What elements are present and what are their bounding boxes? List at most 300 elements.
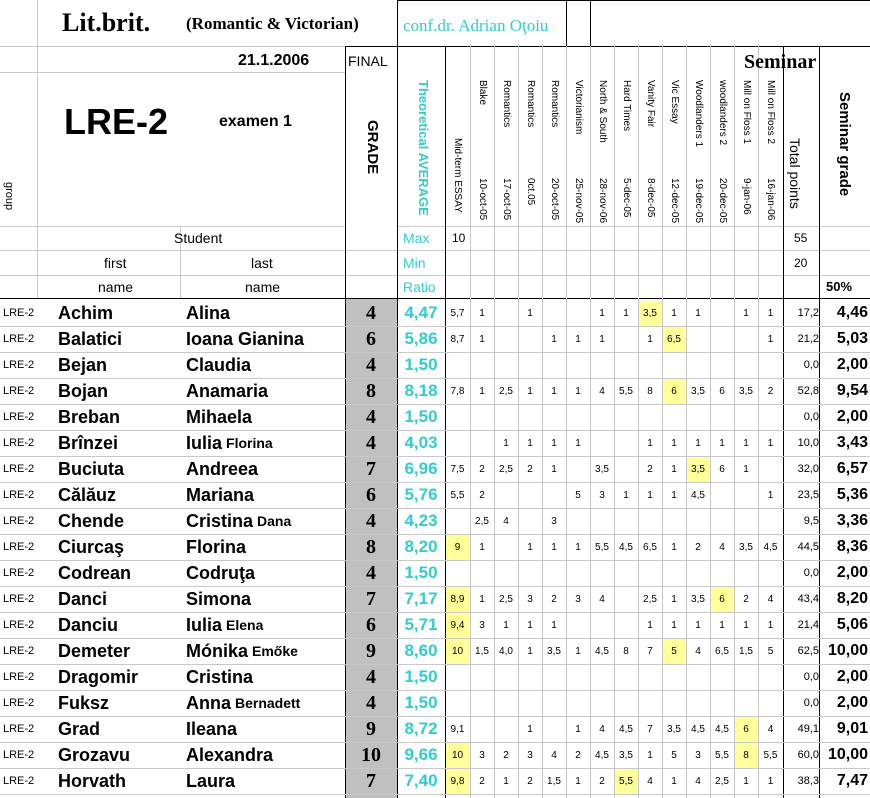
score-cell: 6	[719, 463, 725, 475]
score-cell: 2	[479, 489, 485, 501]
column-date: 20-oct-05	[549, 178, 560, 221]
column-title: woodlanders 2	[717, 80, 728, 146]
total-points-header: Total points	[787, 138, 803, 209]
total-points-cell: 32,0	[797, 463, 819, 475]
first-name-cell: Buciuta	[58, 458, 125, 479]
last-name-cell: Alina	[186, 302, 231, 323]
total-points-cell: 17,2	[797, 307, 819, 319]
score-cell	[662, 664, 686, 690]
score-cell	[734, 508, 758, 534]
score-cell: 1	[479, 333, 485, 345]
score-cell	[614, 612, 638, 638]
first-name-cell: Călăuz	[58, 484, 117, 505]
theoretical-average-cell: 8,60	[404, 641, 438, 660]
score-cell: 1	[575, 385, 581, 397]
score-cell: 2,5	[499, 463, 513, 475]
score-cell	[445, 404, 470, 430]
score-cell: 1	[743, 307, 749, 319]
group-code-title: LRE-2	[64, 101, 169, 142]
score-cell: 2	[767, 385, 774, 397]
column-date: 28-nov-06	[597, 178, 608, 224]
score-cell	[590, 430, 614, 456]
group-cell: LRE-2	[3, 749, 35, 761]
last-name-cell: Iulia Elena	[186, 614, 264, 635]
score-cell	[734, 482, 758, 508]
score-cell	[662, 690, 686, 716]
score-cell	[590, 560, 614, 586]
max-total-value: 55	[794, 231, 808, 245]
score-cell	[518, 508, 542, 534]
grade-cell: 9	[366, 639, 376, 662]
score-cell	[590, 690, 614, 716]
column-date: 0ct.05	[525, 178, 536, 206]
score-cell: 9,4	[450, 619, 465, 631]
group-cell: LRE-2	[3, 567, 35, 579]
seminar-grade-cell: 5,06	[836, 616, 868, 633]
score-cell: 1	[671, 437, 677, 449]
grade-cell: 4	[366, 691, 376, 714]
theoretical-average-cell: 8,20	[404, 537, 438, 556]
score-cell	[542, 560, 566, 586]
score-cell	[590, 612, 614, 638]
ratio-label: Ratio	[403, 279, 436, 295]
score-cell: 2	[743, 593, 749, 605]
last-name-extra: Bernadett	[235, 695, 301, 711]
first-name-cell: Achim	[58, 302, 114, 323]
grade-cell: 8	[366, 535, 376, 558]
score-cell: 2	[695, 541, 701, 553]
group-cell: LRE-2	[3, 359, 35, 371]
first-name-cell: Fuksz	[58, 692, 110, 713]
column-title: Romantics	[501, 80, 512, 128]
score-cell: 1	[551, 541, 557, 553]
score-cell: 1	[503, 437, 509, 449]
total-points-cell: 49,1	[797, 723, 819, 735]
grade-cell: 7	[366, 587, 376, 610]
group-cell: LRE-2	[3, 489, 35, 501]
score-cell: 3,5	[691, 385, 705, 397]
score-cell	[614, 690, 638, 716]
column-title: Vic Essay	[669, 80, 680, 124]
score-cell	[638, 404, 662, 430]
total-points-cell: 0,0	[803, 697, 819, 709]
grade-cell: 4	[366, 353, 376, 376]
score-cell	[542, 716, 566, 742]
total-points-cell: 0,0	[803, 567, 819, 579]
last-name-extra: Elena	[226, 617, 264, 633]
score-cell: 9	[454, 541, 461, 553]
column-date: 9-jan-06	[741, 178, 752, 215]
score-cell	[494, 404, 518, 430]
score-cell: 1	[551, 385, 557, 397]
score-cell: 6,5	[715, 645, 729, 657]
score-cell	[710, 352, 734, 378]
table-row[interactable]	[0, 664, 870, 690]
score-cell: 1	[527, 619, 533, 631]
score-cell: 6,5	[643, 541, 657, 553]
first-name-cell: Balatici	[58, 328, 123, 349]
score-cell	[566, 300, 590, 326]
score-cell: 5	[671, 749, 677, 761]
score-cell	[758, 352, 783, 378]
grade-cell: 9	[366, 717, 376, 740]
last-name-cell: Cristina Dana	[186, 510, 292, 531]
score-cell	[758, 690, 783, 716]
score-cell	[566, 612, 590, 638]
score-cell: 1	[671, 489, 677, 501]
score-cell: 2	[479, 775, 485, 787]
score-cell: 1	[743, 437, 749, 449]
table-row[interactable]	[0, 378, 870, 404]
score-cell: 5,5	[619, 775, 633, 787]
score-cell: 5,7	[450, 307, 465, 319]
score-cell	[590, 664, 614, 690]
first-label: first	[104, 255, 127, 271]
score-cell: 3,5	[739, 541, 753, 553]
score-cell	[445, 430, 470, 456]
seminar-grade-header: Seminar grade	[836, 92, 853, 197]
score-cell	[734, 664, 758, 690]
table-row[interactable]	[0, 612, 870, 638]
score-cell	[686, 560, 710, 586]
max-label: Max	[403, 230, 430, 246]
score-cell: 4	[695, 775, 701, 787]
score-cell: 1,5	[475, 645, 489, 657]
score-cell: 1	[767, 437, 774, 449]
seminar-grade-cell: 10,00	[827, 746, 868, 763]
seminar-ratio-value: 50%	[826, 279, 853, 294]
column-title: North & South	[597, 80, 608, 143]
score-cell: 1	[671, 593, 677, 605]
score-cell	[710, 326, 734, 352]
total-points-cell: 9,5	[803, 515, 819, 527]
score-cell: 1	[623, 307, 629, 319]
last-name-cell: Florina	[186, 536, 247, 557]
score-cell: 1	[575, 645, 581, 657]
score-cell: 1	[527, 437, 533, 449]
score-cell	[494, 534, 518, 560]
score-cell	[445, 352, 470, 378]
min-total-value: 20	[794, 256, 808, 270]
score-cell: 1	[479, 385, 485, 397]
score-cell	[542, 352, 566, 378]
total-points-cell: 21,4	[797, 619, 819, 631]
score-cell: 1	[527, 307, 533, 319]
score-cell: 8,7	[450, 333, 465, 345]
score-cell: 3	[599, 489, 605, 501]
total-points-cell: 62,5	[797, 645, 819, 657]
score-cell	[470, 716, 494, 742]
score-cell	[758, 508, 783, 534]
score-cell: 1	[671, 775, 677, 787]
score-cell	[470, 664, 494, 690]
score-cell: 1	[767, 775, 774, 787]
score-cell: 3,5	[619, 749, 633, 761]
score-cell	[686, 690, 710, 716]
score-cell	[734, 352, 758, 378]
total-points-cell: 0,0	[803, 411, 819, 423]
score-cell	[566, 664, 590, 690]
score-cell: 5,5	[763, 749, 778, 761]
total-points-cell: 43,4	[797, 593, 819, 605]
score-cell: 3,5	[739, 385, 753, 397]
score-cell: 1	[575, 437, 581, 449]
group-cell: LRE-2	[3, 671, 35, 683]
column-title: Mill on Floss 1	[741, 80, 752, 144]
grade-cell: 10	[361, 743, 381, 766]
table-row[interactable]	[0, 768, 870, 794]
seminar-grade-cell: 2,00	[836, 668, 868, 685]
score-cell: 2	[647, 463, 653, 475]
first-name-cell: Breban	[58, 406, 121, 427]
score-cell	[662, 560, 686, 586]
score-cell: 5	[671, 645, 677, 657]
score-cell	[686, 508, 710, 534]
grade-cell: 8	[366, 379, 376, 402]
group-cell: LRE-2	[3, 593, 35, 605]
column-date: 5-dec-05	[621, 178, 632, 218]
score-cell: 4	[647, 775, 653, 787]
table-row[interactable]	[0, 300, 870, 326]
last-name-cell: Anna Bernadett	[186, 692, 301, 713]
score-cell: 1	[575, 541, 581, 553]
score-cell: 1	[575, 333, 581, 345]
score-cell: 1	[503, 619, 509, 631]
score-cell: 8	[623, 645, 629, 657]
last-name-cell: Simona	[186, 588, 252, 609]
last-name-extra: Emőke	[252, 643, 298, 659]
theoretical-average-cell: 5,86	[404, 329, 438, 348]
table-row[interactable]	[0, 456, 870, 482]
group-cell: LRE-2	[3, 541, 35, 553]
score-cell: 1	[527, 385, 533, 397]
score-cell	[734, 690, 758, 716]
column-title: Mill on Floss 2	[765, 80, 776, 144]
table-row[interactable]	[0, 586, 870, 612]
score-cell: 5,5	[715, 749, 729, 761]
table-row[interactable]	[0, 352, 870, 378]
last-name-cell: Ileana	[186, 718, 238, 739]
score-cell	[614, 560, 638, 586]
score-cell: 10	[451, 645, 464, 657]
theoretical-average-cell: 1,50	[404, 667, 438, 686]
theoretical-average-cell: 1,50	[404, 355, 438, 374]
first-name-cell: Grozavu	[58, 744, 131, 765]
score-cell: 8	[647, 385, 653, 397]
score-cell	[518, 326, 542, 352]
table-row[interactable]	[0, 560, 870, 586]
theoretical-average-cell: 8,72	[404, 719, 438, 738]
max-essay-value: 10	[452, 231, 466, 245]
score-cell	[662, 404, 686, 430]
exam-label: examen 1	[219, 113, 292, 130]
grade-header: GRADE	[364, 120, 381, 175]
last-name-extra: Dana	[257, 513, 292, 529]
column-title: Romantics	[549, 80, 560, 128]
table-row[interactable]	[0, 638, 870, 664]
score-cell: 2	[575, 749, 581, 761]
score-cell: 1	[695, 437, 701, 449]
score-cell: 1	[695, 307, 701, 319]
score-cell	[614, 508, 638, 534]
table-row[interactable]	[0, 404, 870, 430]
score-cell: 4,5	[619, 541, 633, 553]
score-cell	[710, 300, 734, 326]
grade-cell: 4	[366, 405, 376, 428]
seminar-grade-cell: 2,00	[836, 564, 868, 581]
score-cell: 3,5	[547, 645, 561, 657]
theoretical-average-cell: 6,96	[404, 459, 438, 478]
table-row[interactable]	[0, 690, 870, 716]
table-row[interactable]	[0, 742, 870, 768]
score-cell	[614, 430, 638, 456]
seminar-grade-cell: 6,57	[836, 460, 868, 477]
score-cell	[758, 404, 783, 430]
score-cell: 2,5	[643, 593, 657, 605]
theoretical-average-cell: 7,40	[404, 771, 438, 790]
theoretical-average-cell: 5,71	[404, 615, 438, 634]
table-row[interactable]	[0, 482, 870, 508]
score-cell: 4,5	[595, 645, 609, 657]
score-cell	[710, 560, 734, 586]
column-date: 10-oct-05	[477, 178, 488, 221]
seminar-grade-cell: 8,20	[836, 590, 868, 607]
score-cell: 1	[647, 333, 653, 345]
score-cell	[710, 508, 734, 534]
score-cell	[590, 508, 614, 534]
score-cell: 4	[599, 593, 605, 605]
score-cell: 3	[527, 593, 533, 605]
score-cell	[614, 456, 638, 482]
score-cell: 2,5	[475, 515, 489, 527]
score-cell: 4,5	[619, 723, 633, 735]
seminar-grade-cell: 2,00	[836, 694, 868, 711]
score-cell: 2	[527, 463, 533, 475]
grade-cell: 4	[366, 665, 376, 688]
score-cell: 3	[551, 515, 557, 527]
seminar-grade-cell: 9,01	[836, 720, 868, 737]
total-points-cell: 0,0	[803, 671, 819, 683]
score-cell: 1	[551, 463, 557, 475]
score-cell	[445, 508, 470, 534]
score-cell	[638, 690, 662, 716]
course-title: Lit.brit.	[62, 8, 151, 37]
first-name-cell: Chende	[58, 510, 125, 531]
theoretical-average-cell: 7,17	[404, 589, 438, 608]
score-cell	[710, 690, 734, 716]
score-cell: 1	[527, 645, 533, 657]
score-cell: 4	[503, 515, 509, 527]
seminar-label: Seminar	[744, 51, 817, 73]
column-title: Romantics	[525, 80, 536, 128]
theoretical-average-cell: 1,50	[404, 407, 438, 426]
score-cell	[710, 482, 734, 508]
grade-cell: 7	[366, 769, 376, 792]
score-cell	[686, 326, 710, 352]
teacher-name: conf.dr. Adrian Oţoiu	[403, 16, 549, 35]
score-cell: 3	[527, 749, 533, 761]
score-cell	[590, 404, 614, 430]
score-cell	[566, 352, 590, 378]
group-cell: LRE-2	[3, 515, 35, 527]
last-name-cell: Claudia	[186, 354, 252, 375]
score-cell: 7,5	[450, 463, 465, 475]
table-row[interactable]	[0, 430, 870, 456]
score-cell: 2,5	[499, 593, 513, 605]
group-cell: LRE-2	[3, 645, 35, 657]
score-cell: 1,5	[547, 775, 561, 787]
score-cell	[518, 352, 542, 378]
table-row[interactable]	[0, 326, 870, 352]
score-cell: 1	[479, 307, 485, 319]
score-cell: 1	[503, 775, 509, 787]
total-points-cell: 0,0	[803, 359, 819, 371]
score-cell: 1	[647, 437, 653, 449]
grade-cell: 4	[366, 431, 376, 454]
score-cell: 3	[575, 593, 581, 605]
group-cell: LRE-2	[3, 411, 35, 423]
score-cell	[614, 352, 638, 378]
score-cell	[518, 664, 542, 690]
theoretical-average-cell: 4,47	[404, 303, 438, 322]
score-cell: 6,5	[667, 333, 681, 345]
score-cell	[638, 560, 662, 586]
table-row[interactable]	[0, 716, 870, 742]
score-cell: 3,5	[595, 463, 609, 475]
first-name-cell: Demeter	[58, 640, 131, 661]
score-cell	[662, 352, 686, 378]
score-cell: 1	[527, 541, 533, 553]
last-name-cell: Mónika Emőke	[186, 640, 298, 661]
score-cell: 4	[767, 593, 774, 605]
table-row[interactable]	[0, 508, 870, 534]
theoretical-average-cell: 8,18	[404, 381, 438, 400]
grade-cell: 4	[366, 301, 376, 324]
score-cell	[686, 664, 710, 690]
theoretical-average-header: Theoretical AVERAGE	[416, 80, 431, 216]
total-points-cell: 60,0	[797, 749, 819, 761]
score-cell	[518, 560, 542, 586]
score-cell: 1	[527, 723, 533, 735]
column-title: Mid-term ESSAY	[452, 138, 463, 213]
score-cell	[734, 404, 758, 430]
score-cell: 1	[551, 619, 557, 631]
score-cell	[686, 352, 710, 378]
score-cell: 4,5	[691, 489, 705, 501]
score-cell: 3,5	[691, 463, 705, 475]
table-row[interactable]	[0, 534, 870, 560]
score-cell: 4,5	[715, 723, 729, 735]
score-cell: 2,5	[715, 775, 729, 787]
group-header: group	[3, 182, 15, 211]
score-cell: 3,5	[691, 593, 705, 605]
seminar-grade-cell: 3,36	[836, 512, 868, 529]
column-date: 16-jan-06	[765, 178, 776, 221]
score-cell	[734, 560, 758, 586]
last-name-cell: Codruţa	[186, 562, 255, 583]
last-name-extra: Florina	[226, 435, 273, 451]
score-cell: 1	[719, 619, 725, 631]
grade-cell: 6	[366, 613, 376, 636]
score-cell: 7	[647, 723, 653, 735]
score-cell	[494, 300, 518, 326]
score-cell: 2,5	[499, 385, 513, 397]
column-title: Vanity Fair	[645, 80, 656, 128]
first-name-cell: Danci	[58, 588, 108, 609]
score-cell: 1	[647, 749, 653, 761]
seminar-grade-cell: 9,54	[836, 382, 868, 399]
column-title: Woodlanders 1	[693, 80, 704, 148]
